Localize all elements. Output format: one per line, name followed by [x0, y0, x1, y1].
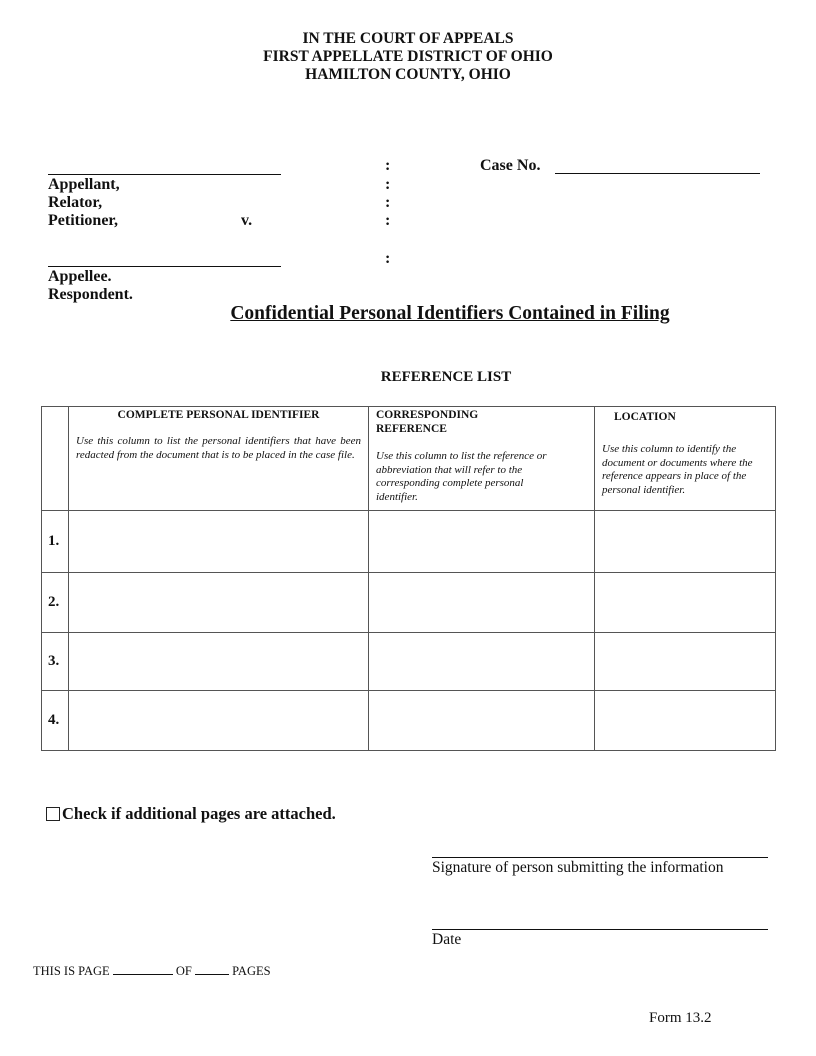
page-middle: OF: [175, 964, 192, 978]
district-name: FIRST APPELLATE DISTRICT OF OHIO: [263, 48, 553, 65]
signature-label: Signature of person submitting the information: [432, 859, 724, 876]
page-count: [33, 964, 271, 979]
case-no-field[interactable]: [555, 173, 760, 174]
location-cell[interactable]: [595, 633, 776, 691]
total-pages-field[interactable]: [195, 974, 229, 975]
petitioner-label: Petitioner,: [48, 212, 119, 229]
column-instructions: Use this column to identify the document or documents where the reference appears in place of the personal identifier.: [602, 443, 753, 496]
page-prefix: THIS IS PAGE: [33, 964, 110, 978]
table-row: [42, 511, 776, 573]
date-label: Date: [432, 931, 462, 948]
additional-pages-checkbox[interactable]: [46, 807, 60, 821]
location-cell[interactable]: [595, 573, 776, 633]
column-instructions: Use this column to list the personal identifiers that have been redacted from the document that is to be placed in the case file.: [76, 435, 361, 461]
identifier-cell[interactable]: [69, 691, 369, 751]
table-row: [42, 691, 776, 751]
row-number: 4.: [42, 691, 69, 751]
reference-list-heading: REFERENCE LIST: [380, 369, 512, 385]
versus-label: v.: [241, 212, 253, 229]
colon: :: [385, 157, 391, 174]
court-name: IN THE COURT OF APPEALS: [302, 30, 514, 47]
reference-cell[interactable]: [369, 691, 595, 751]
colon: :: [385, 250, 391, 267]
column-reference: [369, 407, 595, 511]
appellee-label: Appellee.: [48, 268, 112, 285]
form-number: Form 13.2: [649, 1010, 712, 1026]
table-row: [42, 633, 776, 691]
page-number-field[interactable]: [113, 974, 173, 975]
column-identifier: [69, 407, 369, 511]
page-suffix: PAGES: [232, 964, 271, 978]
reference-cell[interactable]: [369, 633, 595, 691]
appellee-name-line[interactable]: [48, 266, 281, 267]
colon: :: [385, 194, 391, 211]
county-name: HAMILTON COUNTY, OHIO: [305, 66, 511, 83]
table-row: [42, 573, 776, 633]
date-line[interactable]: [432, 929, 768, 930]
column-header: LOCATION: [614, 411, 676, 423]
location-cell[interactable]: [595, 511, 776, 573]
signature-line[interactable]: [432, 857, 768, 858]
table-header-row: [42, 407, 776, 511]
relator-label: Relator,: [48, 194, 103, 211]
row-number: 2.: [42, 573, 69, 633]
colon: :: [385, 212, 391, 229]
row-number: 3.: [42, 633, 69, 691]
row-number: 1.: [42, 511, 69, 573]
column-instructions: Use this column to list the reference or abbreviation that will refer to the corresponding complete personal identifier.: [376, 450, 547, 503]
reference-table: [41, 406, 776, 751]
additional-pages-label: Check if additional pages are attached.: [62, 804, 336, 823]
reference-cell[interactable]: [369, 573, 595, 633]
appellant-name-line[interactable]: [48, 174, 281, 175]
location-cell[interactable]: [595, 691, 776, 751]
appellant-label: Appellant,: [48, 176, 120, 193]
form-title: Confidential Personal Identifiers Contained in Filing: [230, 303, 670, 324]
identifier-cell[interactable]: [69, 633, 369, 691]
column-header: CORRESPONDING REFERENCE: [376, 409, 479, 435]
colon: :: [385, 176, 391, 193]
reference-cell[interactable]: [369, 511, 595, 573]
column-location: [595, 407, 776, 511]
column-header: COMPLETE PERSONAL IDENTIFIER: [117, 409, 320, 421]
case-no-label: Case No.: [480, 157, 541, 174]
identifier-cell[interactable]: [69, 511, 369, 573]
respondent-label: Respondent.: [48, 286, 133, 303]
identifier-cell[interactable]: [69, 573, 369, 633]
